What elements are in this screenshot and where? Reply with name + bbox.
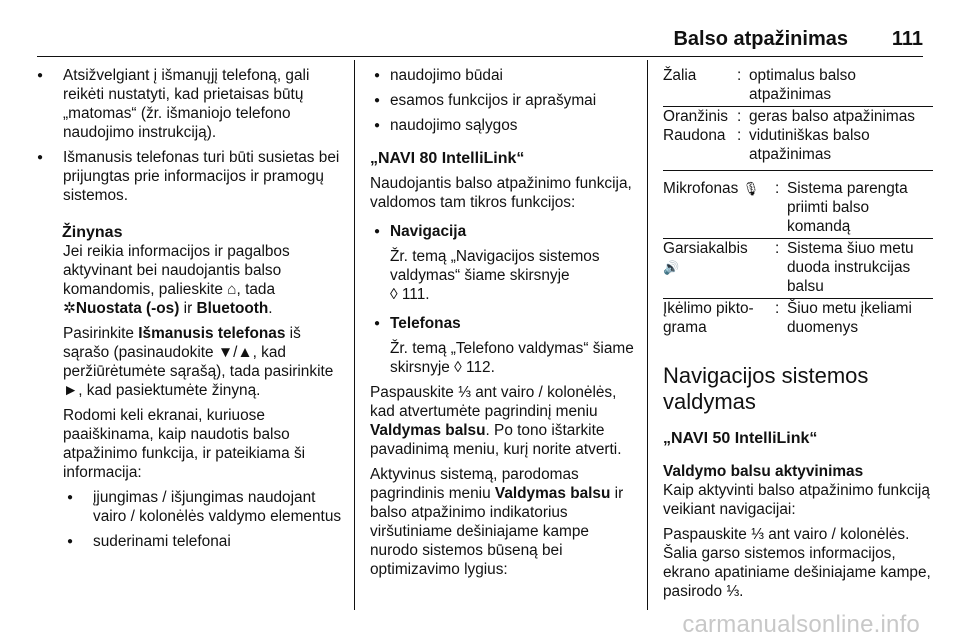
section-heading-navi80: „NAVI 80 IntelliLink“: [370, 150, 525, 167]
def-item: Įkėlimo pikto-grama : Šiuo metu įkeliami duomenys: [663, 300, 912, 336]
list-item: ● naudojimo sąlygos: [360, 116, 640, 135]
def-item: Raudona : vidutiniškas balso atpažinimas: [663, 127, 870, 163]
header-rule: [37, 56, 923, 57]
divider: [663, 170, 933, 171]
watermark: carmanualsonline.info: [682, 611, 920, 638]
reference-icon: ◊: [454, 359, 462, 376]
microphone-icon: 🎙: [742, 181, 760, 196]
page-header: [0, 30, 960, 54]
paragraph: Aktyvinus sistemą, parodomas pagrindinis meniu Valdymas balsu ir balso atpažinimo indikatorius viršutiniame dešiniajame kampe nurodo sistemos būseną bei optimizavimo lygius:: [370, 466, 624, 578]
play-icon: ►: [63, 382, 79, 399]
def-item: Mikrofonas 🎙 : Sistema parengta priimti balso komandą: [663, 180, 908, 235]
column-divider-2: [647, 60, 648, 610]
voice-control-icon: ⅓: [751, 526, 764, 543]
column-1: [63, 66, 345, 551]
paragraph: Paspauskite ⅓ ant vairo / kolonėlės, kad atvertumėte pagrindinį meniu Valdymas balsu. Po tono ištarkite pavadinimą meniu, kurį norite atverti.: [370, 384, 622, 458]
section-heading-navigation: Navigacijos sistemos valdymas: [663, 363, 869, 414]
list-item: ● įjungimas / išjungimas naudojant vairo / kolonėlės valdymo elementus: [23, 488, 345, 526]
paragraph: Pasirinkite Išmanusis telefonas iš sąrašo (pasinaudokite ▼/▲, kad peržiūrėtumėte sąrašą), tada pasirinkite ►, kad pasiektumėte žinyną.: [63, 325, 334, 399]
paragraph: Žr. temą „Telefono valdymas“ šiame skirsnyje ◊ 112.: [390, 340, 634, 376]
column-3: [663, 66, 933, 601]
home-icon: ⌂: [227, 281, 237, 298]
column-divider-1: [354, 60, 355, 610]
list-item: ● naudojimo būdai: [360, 66, 640, 85]
column-2: [370, 66, 640, 579]
voice-control-icon: ⅓: [726, 583, 740, 600]
list-item-telefonas: ● Telefonas: [360, 314, 640, 333]
list-item: ● suderinami telefonai: [23, 532, 345, 551]
list-item: ● Atsižvelgiant į išmanųjį telefoną, gali reikėti nustatyti, kad prietaisas būtų „matomas“ (žr. išmaniojo telefono naudojimo instrukciją).: [23, 66, 345, 142]
voice-control-icon: ⅓: [458, 384, 471, 401]
section-heading-navi50: „NAVI 50 IntelliLink“: [663, 430, 818, 447]
paragraph: Kaip aktyvinti balso atpažinimo funkciją veikiant navigacijai:: [663, 482, 930, 518]
gear-icon: ✲: [63, 300, 76, 317]
page-number: 111: [891, 28, 923, 50]
list-item-navigacija: ● Navigacija: [360, 222, 640, 241]
def-item: Oranžinis : geras balso atpažinimas: [663, 108, 915, 125]
paragraph: Paspauskite ⅓ ant vairo / kolonėlės. Šalia garso sistemos informacijos, ekrano apatiniame dešiniajame kampe, pasirodo ⅓.: [663, 526, 931, 600]
list-item: ● Išmanusis telefonas turi būti susietas bei prijungtas prie informacijos ir pramogų sistemos.: [23, 148, 345, 205]
icon-legend: [663, 179, 933, 337]
page-title: Balso atpažinimas: [673, 28, 848, 50]
def-item: Garsiakalbis 🔊 : Sistema šiuo metu duoda instrukcijas balsu: [663, 240, 914, 295]
paragraph: Rodomi keli ekranai, kuriuose paaiškinama, kaip naudotis balso atpažinimo funkcija, ir pateikiama ši informacija:: [63, 407, 306, 481]
reference-icon: ◊: [390, 286, 398, 303]
sub-heading: Valdymo balsu aktyvinimas: [663, 463, 864, 480]
arrow-down-up-icon: ▼/▲: [217, 344, 253, 361]
section-heading-zinynas: Žinynas: [62, 224, 123, 241]
paragraph: Žr. temą „Navigacijos sistemos valdymas“ šiame skirsnyje ◊ 111.: [390, 248, 600, 303]
list-item: ● esamos funkcijos ir aprašymai: [360, 91, 640, 110]
def-item: Žalia : optimalus balso atpažinimas: [663, 67, 856, 103]
speaker-icon: 🔊: [663, 260, 680, 275]
paragraph: Jei reikia informacijos ir pagalbos aktyvinant bei naudojantis balso komandomis, palieskite ⌂, tada ✲Nuostata (-os) ir Bluetooth.: [63, 243, 290, 317]
color-legend: [663, 66, 933, 164]
paragraph: Naudojantis balso atpažinimo funkcija, valdomos tam tikros funkcijos:: [370, 175, 632, 211]
